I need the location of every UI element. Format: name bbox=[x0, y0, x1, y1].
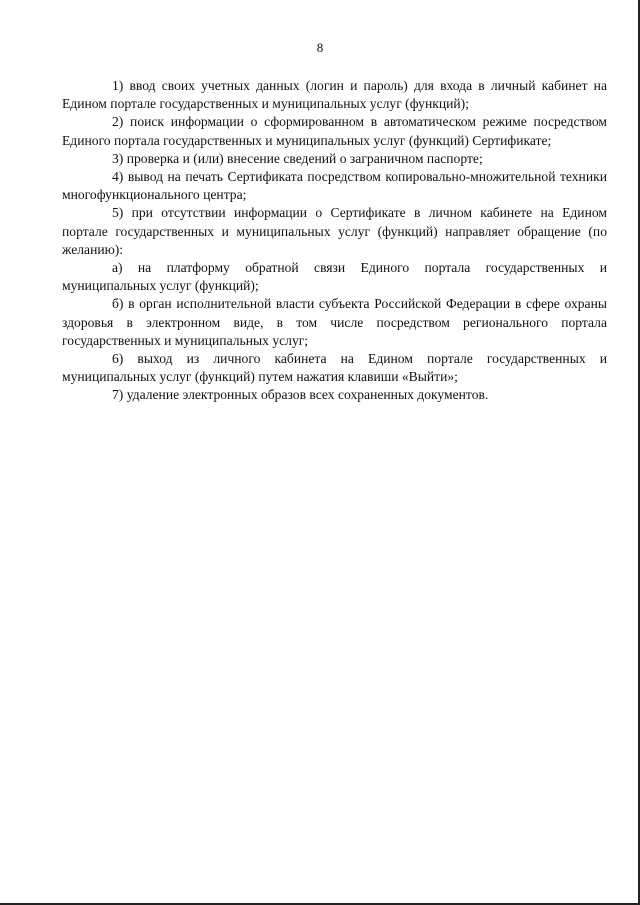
list-item: а) на платформу обратной связи Единого портала государственных и муниципальных услуг (функций); bbox=[62, 260, 607, 294]
list-item: 2) поиск информации о сформированном в автоматическом режиме посредством Единого портала государственных и муниципальных услуг (функций) Сертификате; bbox=[62, 114, 607, 148]
document-body bbox=[62, 77, 607, 405]
list-item: 5) при отсутствии информации о Сертификате в личном кабинете на Едином портале государственных и муниципальных услуг (функций) направляет обращение (по желанию): bbox=[62, 205, 607, 257]
list-item: 3) проверка и (или) внесение сведений о заграничном паспорте; bbox=[112, 150, 483, 166]
list-item: 7) удаление электронных образов всех сохраненных документов. bbox=[112, 387, 489, 403]
list-item: 6) выход из личного кабинета на Едином портале государственных и муниципальных услуг (функций) путем нажатия клавиши «Выйти»; bbox=[62, 351, 607, 385]
list-item: 1) ввод своих учетных данных (логин и пароль) для входа в личный кабинет на Едином портале государственных и муниципальных услуг (функций); bbox=[62, 78, 607, 112]
page-number: 8 bbox=[316, 40, 324, 55]
list-item: 4) вывод на печать Сертификата посредством копировально-множительной техники многофункционального центра; bbox=[62, 169, 607, 203]
list-item: б) в орган исполнительной власти субъекта Российской Федерации в сфере охраны здоровья в электронном виде, в том числе посредством регионального портала государственных и муниципальных услуг; bbox=[62, 296, 607, 348]
